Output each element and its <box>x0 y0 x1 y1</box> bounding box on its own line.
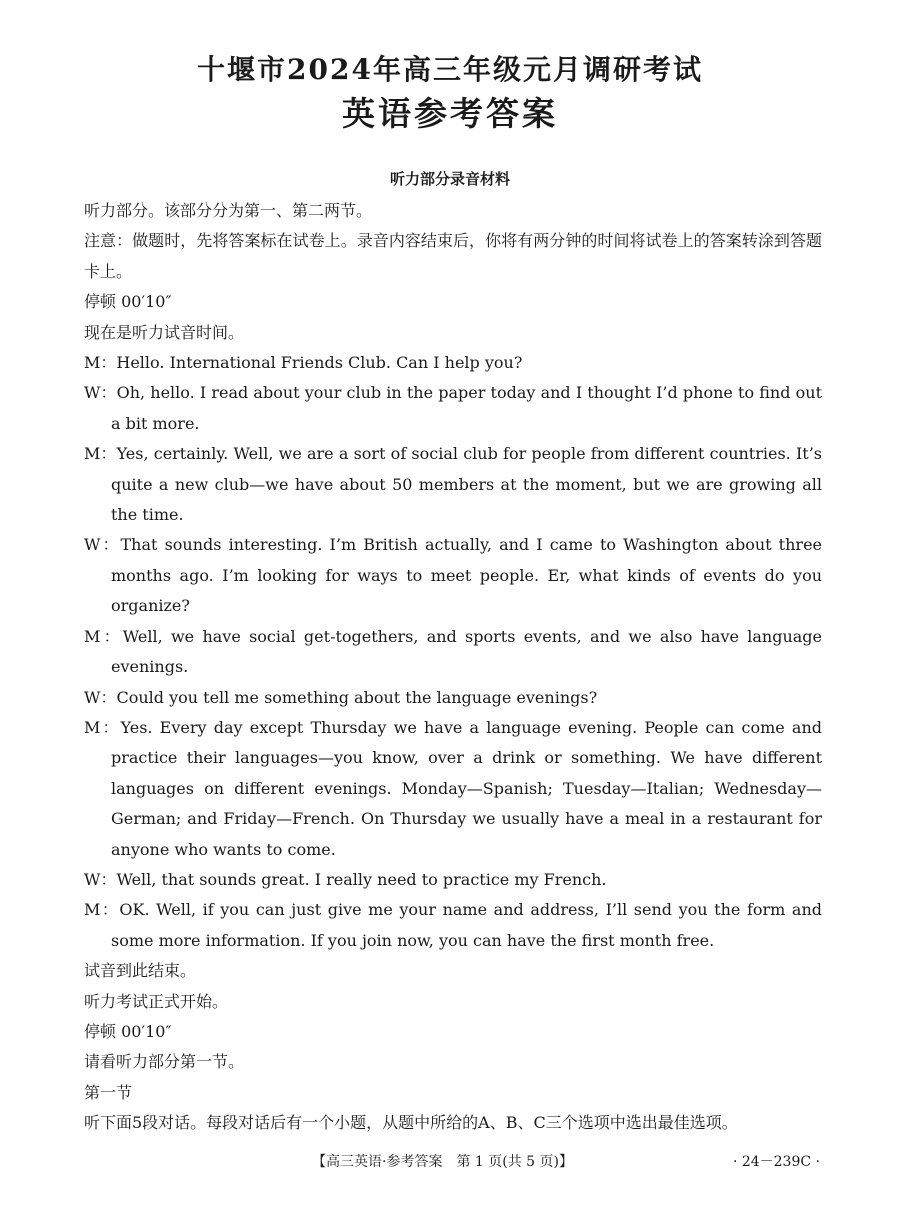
dialogue-line: W：Could you tell me something about the language evenings? <box>84 687 598 707</box>
answer-key-title: 英语参考答案 <box>342 94 558 133</box>
section-heading: 听力部分录音材料 <box>389 170 510 188</box>
paragraph: 第一节 <box>84 1082 133 1102</box>
dialogue-line: M：Hello. International Friends Club. Can I help you? <box>84 353 523 373</box>
paragraph: 停顿 00′10″ <box>84 292 172 312</box>
paragraph: 停顿 00′10″ <box>84 1021 172 1041</box>
paragraph: 注意：做题时，先将答案标在试卷上。录音内容结束后，你将有两分钟的时间将试卷上的答案转涂到答题卡上。 <box>84 231 822 281</box>
paragraph: 听力部分。该部分分为第一、第二两节。 <box>84 201 373 220</box>
transcript-body <box>84 196 822 1139</box>
dialogue-line: M：Yes, certainly. Well, we are a sort of social club for people from different countries. It’s quite a new club—we have about 50 members at the moment, but we are growing all the time. <box>84 444 822 525</box>
footer-page-info: 【高三英语·参考答案 第 1 页(共 5 页)】 <box>312 1154 573 1170</box>
dialogue-line: M：OK. Well, if you can just give me your name and address, I’ll send you the form and some more information. If you join now, you can have the first month free. <box>84 900 822 950</box>
footer-doc-code: · 24－239C · <box>732 1154 820 1170</box>
dialogue-line: W：That sounds interesting. I’m British actually, and I came to Washington about three months ago. I’m looking for ways to meet people. Er, what kinds of events do you organize? <box>84 535 823 616</box>
dialogue-line: M：Yes. Every day except Thursday we have a language evening. People can come and practice their languages—you know, over a drink or something. We have different languages on different evenings. Monday—Spanish; Tuesday—Italian; Wednesday—German; and Friday—French. On Thursday we usually have a meal in a restaurant for anyone who wants to come. <box>84 717 822 859</box>
page-footer <box>0 1150 900 1174</box>
dialogue-line: M：Well, we have social get-togethers, and sports events, and we also have language evenings. <box>84 626 822 677</box>
paragraph: 请看听力部分第一节。 <box>84 1052 245 1072</box>
paragraph: 听力考试正式开始。 <box>84 991 229 1011</box>
paragraph: 试音到此结束。 <box>84 961 197 981</box>
exam-title: 十堰市2024年高三年级元月调研考试 <box>197 53 703 86</box>
dialogue-line: W：Well, that sounds great. I really need to practice my French. <box>84 869 607 889</box>
paragraph: 听下面5段对话。每段对话后有一个小题，从题中所给的A、B、C三个选项中选出最佳选项。 <box>84 1113 738 1133</box>
paragraph: 现在是听力试音时间。 <box>84 322 245 342</box>
dialogue-line: W：Oh, hello. I read about your club in the paper today and I thought I’d phone to find out a bit more. <box>84 383 822 433</box>
